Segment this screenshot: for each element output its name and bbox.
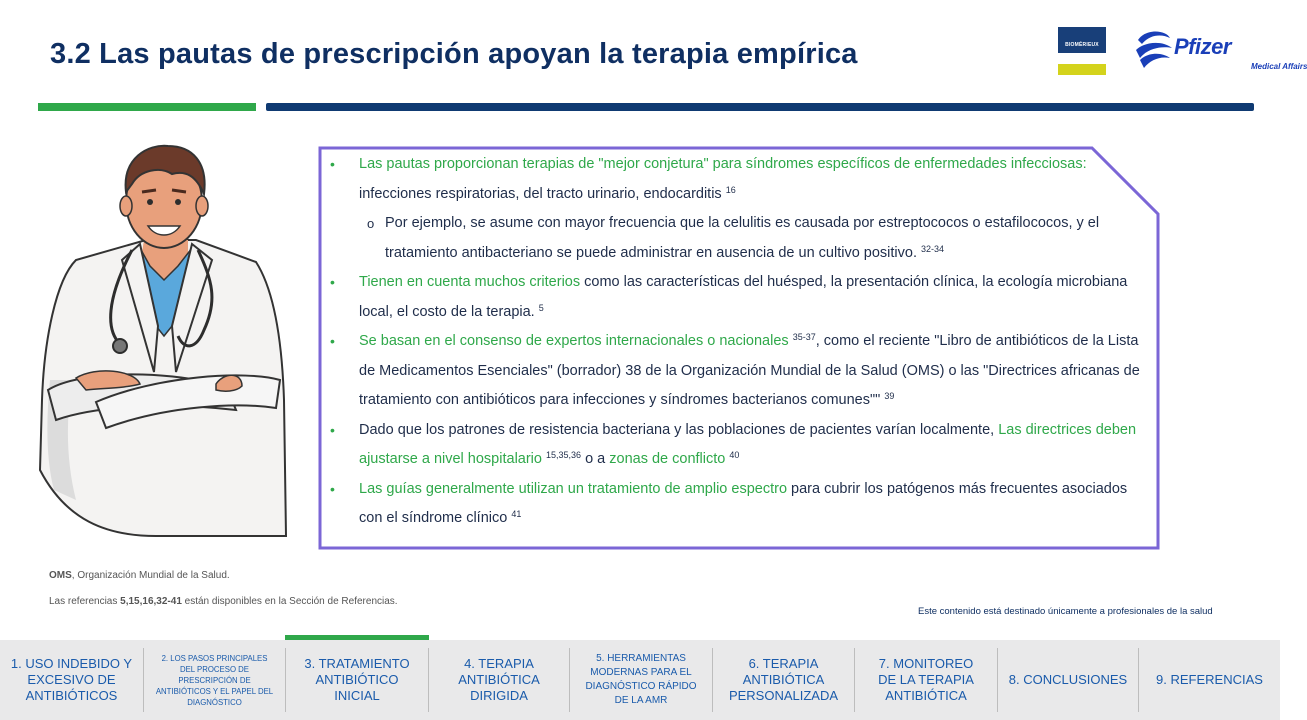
bullet-criteria: • Tienen en cuenta muchos criterios como las características del huésped, la presentación clínica, la ecología microbiana local, el costo de la terapia. $^5$ <box>327 268 1147 327</box>
nav-item-terapia-dirigida[interactable]: 4. TERAPIA ANTIBIÓTICA DIRIGIDA <box>458 656 540 703</box>
guidelines-content <box>327 150 1147 534</box>
bullet-icon: • <box>330 421 335 438</box>
abbreviation-note: OMS, Organización Mundial de la Salud. <box>49 570 230 581</box>
header-accent-bar <box>38 103 256 111</box>
header-divider-bar <box>266 103 1254 111</box>
circle-bullet-icon: o <box>367 216 375 231</box>
page-title: 3.2 Las pautas de prescripción apoyan la terapia empírica <box>50 38 858 70</box>
biomerieux-logo <box>1058 27 1106 75</box>
subbullet-cellulitis-example: o Por ejemplo, se asume con mayor frecuencia que la celulitis es causada por estreptococos o estafilococos, y el tratamiento antibacteriano se puede administrar en ausencia de un cultivo positivo. $^{32-34}$ <box>327 209 1147 268</box>
bullet-icon: • <box>330 480 335 497</box>
disclaimer-text: Este contenido está destinado únicamente a profesionales de la salud <box>918 606 1213 617</box>
pfizer-subtitle: Medical Affairs <box>1251 62 1307 71</box>
pfizer-wordmark: Pfizer <box>1174 34 1231 59</box>
bullet-expert-consensus: • Se basan en el consenso de expertos internacionales o nacionales $^{35-37}$, como el reciente "Libro de antibióticos de la Lista de Medicamentos Esenciales" (borrador) 38 de la Organización Mundial de la Salud (OMS) o las "Directrices africanas de tratamiento con antibióticos para infecciones y síndromes bacterianos comunes"" $^{39}$ <box>327 327 1147 416</box>
nav-item-tratamiento-inicial[interactable]: 3. TRATAMIENTO ANTIBIÓTICO INICIAL <box>304 656 410 703</box>
nav-item-terapia-personalizada[interactable]: 6. TERAPIA ANTIBIÓTICA PERSONALIZADA <box>728 656 839 703</box>
nav-item-referencias[interactable]: 9. REFERENCIAS <box>1156 672 1263 687</box>
nav-item-uso-indebido[interactable]: 1. USO INDEBIDO Y EXCESIVO DE ANTIBIÓTICOS <box>10 656 133 703</box>
references-note: Las referencias 5,15,16,32-41 están disponibles en la Sección de Referencias. <box>49 596 398 607</box>
nav-item-herramientas-modernas[interactable]: 5. HERRAMIENTAS MODERNAS PARA EL DIAGNÓSTICO RÁPIDO DE LA AMR <box>585 653 697 706</box>
bullet-icon: • <box>330 333 335 349</box>
bullet-icon: • <box>330 156 335 172</box>
nav-item-conclusiones[interactable]: 8. CONCLUSIONES <box>1008 672 1128 687</box>
pfizer-logo <box>1132 28 1307 74</box>
doctor-illustration <box>36 140 288 538</box>
biomerieux-logo-text: BIOMÉRIEUX <box>1065 42 1099 48</box>
bullet-local-adjustment: • Dado que los patrones de resistencia bacteriana y las poblaciones de pacientes varían localmente, Las directrices deben ajustarse a nivel hospitalario $^{15,35,36}$ o a zonas de conflicto $^{40}$ <box>327 416 1147 475</box>
nav-item-monitoreo[interactable]: 7. MONITOREO DE LA TERAPIA ANTIBIÓTICA <box>878 656 974 703</box>
pfizer-swirl-icon <box>1132 28 1176 72</box>
bullet-icon: • <box>330 274 335 290</box>
bullet-broad-spectrum: • Las guías generalmente utilizan un tratamiento de amplio espectro para cubrir los patógenos más frecuentes asociados con el síndrome clínico $^{41}$ <box>327 475 1147 534</box>
nav-item-pasos-principales[interactable]: 2. LOS PASOS PRINCIPALES DEL PROCESO DE PRESCRIPCIÓN DE ANTIBIÓTICOS Y EL PAPEL DEL DIAGNÓSTICO <box>155 653 274 707</box>
bullet-empiric-guidelines: • Las pautas proporcionan terapias de "mejor conjetura" para síndromes específicos de enfermedades infecciosas: infecciones respiratorias, del tracto urinario, endocarditis $^{16}$ <box>327 150 1147 209</box>
section-navigation <box>0 640 1280 720</box>
